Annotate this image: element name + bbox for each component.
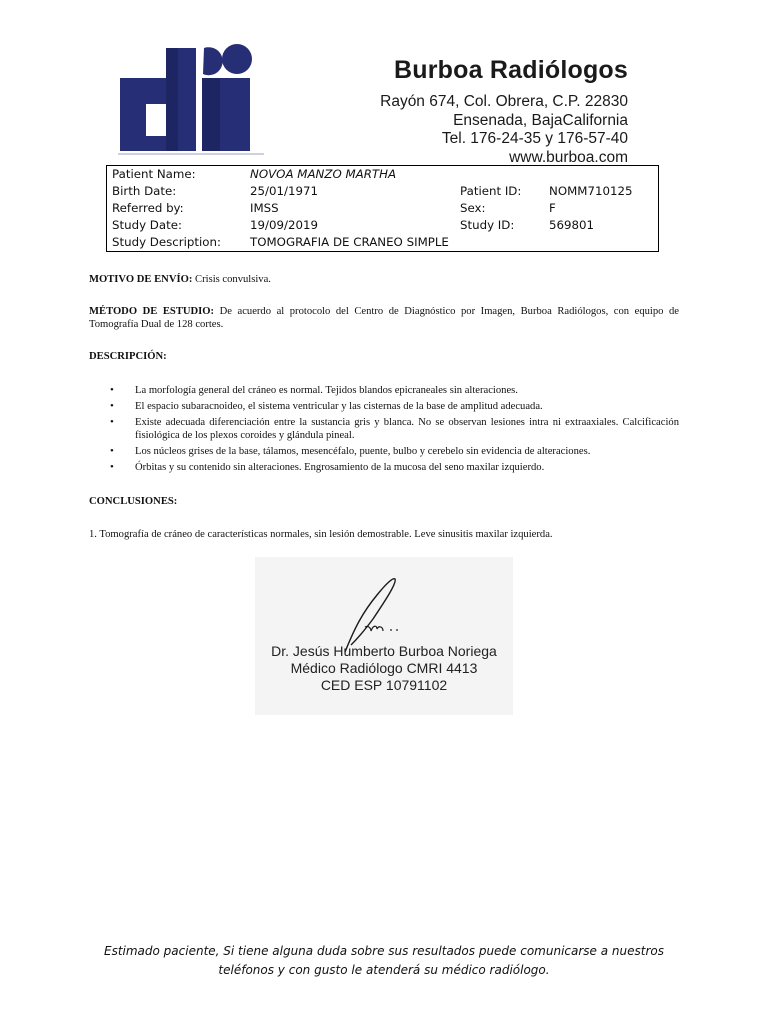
doctor-license: CED ESP 10791102 bbox=[320, 677, 448, 693]
study-date-label: Study Date: bbox=[112, 218, 182, 232]
referred-by-label: Referred by: bbox=[112, 201, 184, 215]
study-id-value: 569801 bbox=[549, 218, 595, 232]
birth-date-value: 25/01/1971 bbox=[250, 184, 318, 198]
motivo-paragraph bbox=[89, 273, 679, 286]
descripcion-list bbox=[110, 384, 679, 477]
clinic-website: www.burboa.com bbox=[509, 148, 628, 166]
signature-block bbox=[255, 557, 513, 715]
conclusiones-heading: CONCLUSIONES: bbox=[89, 496, 178, 507]
list-item: • Existe adecuada diferenciación entre la sustancia gris y blanca. No se observan lesiones intra ni extraaxiales. Calcificación fisiológica de los plexos coroides y glándula pineal. bbox=[110, 416, 679, 442]
descripcion-heading: DESCRIPCIÓN: bbox=[89, 351, 167, 362]
sex-label: Sex: bbox=[460, 201, 486, 215]
birth-date-label: Birth Date: bbox=[112, 184, 177, 198]
doctor-title: Médico Radiólogo CMRI 4413 bbox=[290, 660, 478, 676]
list-item: • Órbitas y su contenido sin alteraciones. Engrosamiento de la mucosa del seno maxilar izquierdo. bbox=[110, 461, 679, 474]
motivo-text: Crisis convulsiva. bbox=[192, 274, 271, 285]
study-description-label: Study Description: bbox=[112, 235, 221, 249]
clinic-header bbox=[380, 56, 628, 167]
patient-name-label: Patient Name: bbox=[112, 167, 196, 181]
list-item: • La morfología general del cráneo es normal. Tejidos blandos epicraneales sin alteraciones. bbox=[110, 384, 679, 397]
patient-name-value: NOVOA MANZO MARTHA bbox=[250, 167, 397, 181]
dii-logo-icon bbox=[116, 42, 266, 157]
metodo-paragraph bbox=[89, 305, 679, 331]
metodo-text: De acuerdo al protocolo del Centro de Diagnóstico por Imagen, Burboa Radiólogos, con equipo de Tomografía Dual de 128 cortes. bbox=[89, 306, 679, 330]
clinic-phone: Tel. 176-24-35 y 176-57-40 bbox=[441, 130, 628, 147]
clinic-name: Burboa Radiólogos bbox=[394, 56, 628, 84]
clinic-city: Ensenada, BajaCalifornia bbox=[453, 111, 628, 129]
referred-by-value: IMSS bbox=[250, 201, 279, 215]
motivo-label: MOTIVO DE ENVÍO: bbox=[89, 274, 193, 285]
study-description-value: TOMOGRAFIA DE CRANEO SIMPLE bbox=[250, 235, 449, 249]
patient-id-label: Patient ID: bbox=[460, 184, 522, 198]
clinic-address: Rayón 674, Col. Obrera, C.P. 22830 bbox=[380, 93, 628, 110]
list-item: • El espacio subaracnoideo, el sistema ventricular y las cisternas de la base de amplitud adecuada. bbox=[110, 400, 679, 413]
patient-id-value: NOMM710125 bbox=[549, 184, 633, 198]
study-date-value: 19/09/2019 bbox=[250, 218, 318, 232]
conclusion-text: 1. Tomografía de cráneo de características normales, sin lesión demostrable. Leve sinusitis maxilar izquierda. bbox=[89, 529, 553, 540]
study-id-label: Study ID: bbox=[460, 218, 515, 232]
patient-info-box bbox=[106, 165, 659, 252]
metodo-label: MÉTODO DE ESTUDIO: bbox=[89, 306, 215, 317]
sex-value: F bbox=[549, 201, 556, 215]
footer-note: Estimado paciente, Si tiene alguna duda sobre sus resultados puede comunicarse a nuestros teléfonos y con gusto le atenderá su médico radiólogo. bbox=[103, 944, 664, 977]
list-item: • Los núcleos grises de la base, tálamos, mesencéfalo, puente, bulbo y cerebelo sin evidencia de alteraciones. bbox=[110, 445, 679, 458]
doctor-name: Dr. Jesús Humberto Burboa Noriega bbox=[271, 643, 497, 659]
